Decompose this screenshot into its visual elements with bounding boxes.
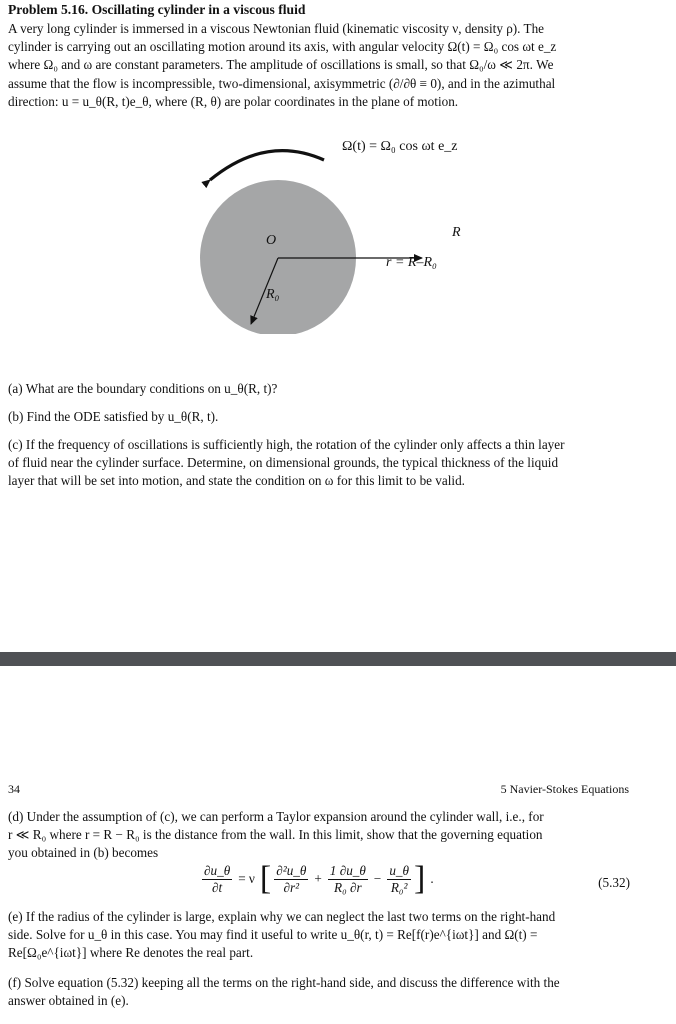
equals-nu: = ν: [238, 870, 255, 886]
question-f: [8, 974, 630, 1010]
equation-body: [200, 862, 438, 896]
term1-denominator: ∂r²: [283, 879, 300, 895]
intro-line: cylinder is carrying out an oscillating motion around its axis, with angular velocity Ω(t) = Ω₀ cos ωt e_z: [8, 39, 557, 55]
right-bracket: ]: [413, 860, 426, 897]
term3-numerator: u_θ: [389, 862, 409, 878]
term1-numerator: ∂²u_θ: [276, 862, 307, 878]
minus-sign: −: [373, 870, 382, 886]
lhs-denominator: ∂t: [212, 879, 223, 895]
question-d: [8, 808, 630, 863]
term2-numerator: 1 ∂u_θ: [329, 862, 366, 878]
term1-fraction: [274, 863, 308, 896]
question-e-line: (e) If the radius of the cylinder is large, explain why we can neglect the last two terms on the right-hand: [8, 909, 556, 924]
r0-label: R₀: [266, 287, 280, 302]
question-e-line: Re[Ω₀e^{iωt}] where Re denotes the real part.: [8, 945, 254, 961]
page-number: 34: [8, 782, 20, 796]
lhs-fraction: [202, 863, 232, 896]
cylinder-cross-section: [200, 180, 356, 334]
center-o-label: O: [266, 233, 277, 248]
question-c-line: of fluid near the cylinder surface. Determine, on dimensional grounds, the typical thickness of the liquid: [8, 455, 559, 471]
term3-fraction: [387, 863, 411, 896]
page-bottom: [0, 666, 676, 1024]
cylinder-figure: [196, 134, 496, 334]
term2-denominator: R₀ ∂r: [334, 879, 362, 895]
question-a: (a) What are the boundary conditions on u_θ(R, t)?: [8, 381, 278, 396]
question-c-line: layer that will be set into motion, and state the condition on ω for this limit to be valid.: [8, 473, 465, 489]
running-head: 5 Navier-Stokes Equations: [500, 782, 629, 796]
question-d-line: (d) Under the assumption of (c), we can perform a Taylor expansion around the cylinder wall, i.e., for: [8, 809, 544, 824]
problem-intro: [8, 20, 630, 111]
r-definition-label: r = R–R₀: [386, 255, 437, 270]
term3-denominator: R₀²: [390, 879, 408, 895]
radius-r-label: R: [452, 225, 461, 240]
term2-fraction: [328, 863, 368, 896]
intro-line: assume that the flow is incompressible, two-dimensional, axisymmetric (∂/∂θ ≡ 0), and in the azimuthal: [8, 75, 556, 91]
page-divider: [0, 652, 676, 666]
intro-line: direction: u = u_θ(R, t)e_θ, where (R, θ) are polar coordinates in the plane of motion.: [8, 93, 459, 109]
question-d-line: you obtained in (b) becomes: [8, 845, 159, 861]
intro-line: where Ω₀ and ω are constant parameters. The amplitude of oscillations is small, so that Ω₀/ω ≪ 2π. We: [8, 57, 554, 73]
problem-title: Problem 5.16. Oscillating cylinder in a viscous fluid: [8, 2, 306, 17]
equation-5-32: [200, 862, 630, 902]
lhs-numerator: ∂u_θ: [204, 862, 231, 878]
intro-line: A very long cylinder is immersed in a viscous Newtonian fluid (kinematic viscosity ν, density ρ). The: [8, 21, 545, 36]
question-f-line: (f) Solve equation (5.32) keeping all the terms on the right-hand side, and discuss the difference with the: [8, 975, 560, 990]
question-e: [8, 908, 630, 963]
question-d-line: r ≪ R₀ where r = R − R₀ is the distance from the wall. In this limit, show that the governing equation: [8, 827, 543, 843]
question-c-line: (c) If the frequency of oscillations is sufficiently high, the rotation of the cylinder only affects a thin layer: [8, 437, 565, 452]
question-e-line: side. Solve for u_θ in this case. You may find it useful to write u_θ(r, t) = Re[f(r)e^{iωt}] and Ω(t) =: [8, 927, 538, 943]
plus-sign: +: [314, 870, 322, 886]
equation-number: (5.32): [598, 875, 630, 890]
question-f-line: answer obtained in (e).: [8, 993, 129, 1009]
period: .: [430, 870, 434, 886]
omega-label: Ω(t) = Ω₀ cos ωt e_z: [342, 139, 458, 154]
question-b: (b) Find the ODE satisfied by u_θ(R, t).: [8, 409, 219, 424]
left-bracket: [: [259, 860, 272, 897]
cylinder-diagram: [196, 134, 496, 334]
question-c: [8, 436, 630, 491]
rotation-arrow: [210, 151, 324, 180]
